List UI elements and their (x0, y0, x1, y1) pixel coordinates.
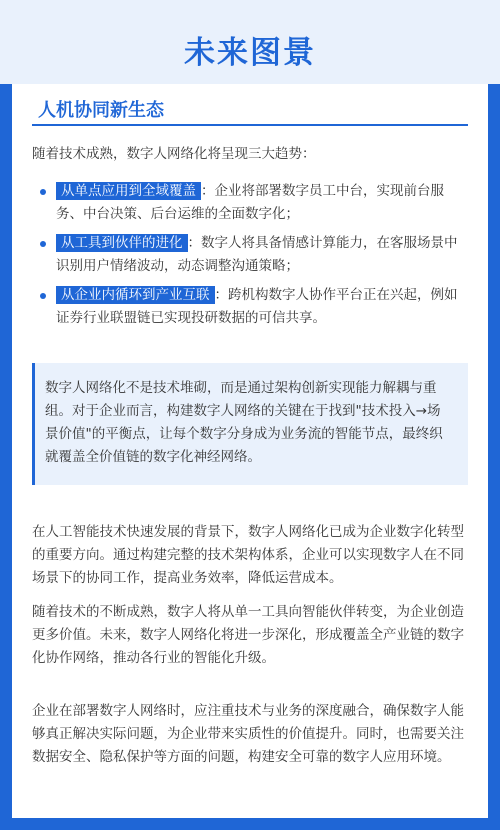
trend-item (40, 232, 470, 278)
body-paragraph: 企业在部署数字人网络时，应注重技术与业务的深度融合，确保数字人能够真正解决实际问题，为企业带来实质性的价值提升。同时，也需要关注数据安全、隐私保护等方面的问题，构建安全可靠的数字人应用环境。 (32, 703, 464, 765)
trend-text: ：企业将部署数字员工中台，实现前台服务、中台决策、后台运维的全面数字化； (56, 183, 444, 222)
bullet-dot-icon (40, 293, 46, 299)
callout-quote: 数字人网络化不是技术堆砌，而是通过架构创新实现能力解耦与重组。对于企业而言，构建数字人网络的关键在于找到"技术投入→场景价值"的平衡点，让每个数字分身成为业务流的智能节点，最终织就覆盖全价值链的数字化神经网络。 (32, 363, 468, 485)
bullet-dot-icon (40, 189, 46, 195)
trend-item (40, 180, 470, 226)
body-paragraph: 随着技术的不断成熟，数字人将从单一工具向智能伙伴转变，为企业创造更多价值。未来，数字人网络化将进一步深化，形成覆盖全产业链的数字化协作网络，推动各行业的智能化升级。 (32, 604, 464, 666)
page-title: 未来图景 (184, 35, 316, 71)
trend-highlight: 从企业内循环到产业互联 (56, 286, 215, 304)
intro-text: 随着技术成熟，数字人网络化将呈现三大趋势： (32, 146, 316, 162)
trend-item (40, 284, 470, 330)
trend-highlight: 从单点应用到全域覆盖 (56, 182, 201, 200)
heading-divider (32, 124, 468, 126)
body-paragraph: 在人工智能技术快速发展的背景下，数字人网络化已成为企业数字化转型的重要方向。通过构建完整的技术架构体系，企业可以实现数字人在不同场景下的协同工作，提高业务效率，降低运营成本。 (32, 524, 464, 586)
trend-list (40, 180, 470, 336)
section-heading: 人机协同新生态 (38, 100, 164, 121)
trend-text: ：跨机构数字人协作平台正在兴起，例如证券行业联盟链已实现投研数据的可信共享。 (56, 287, 458, 326)
bullet-dot-icon (40, 241, 46, 247)
trend-text: ：数字人将具备情感计算能力，在客服场景中识别用户情绪波动，动态调整沟通策略； (56, 235, 458, 274)
trend-highlight: 从工具到伙伴的进化 (56, 234, 188, 252)
